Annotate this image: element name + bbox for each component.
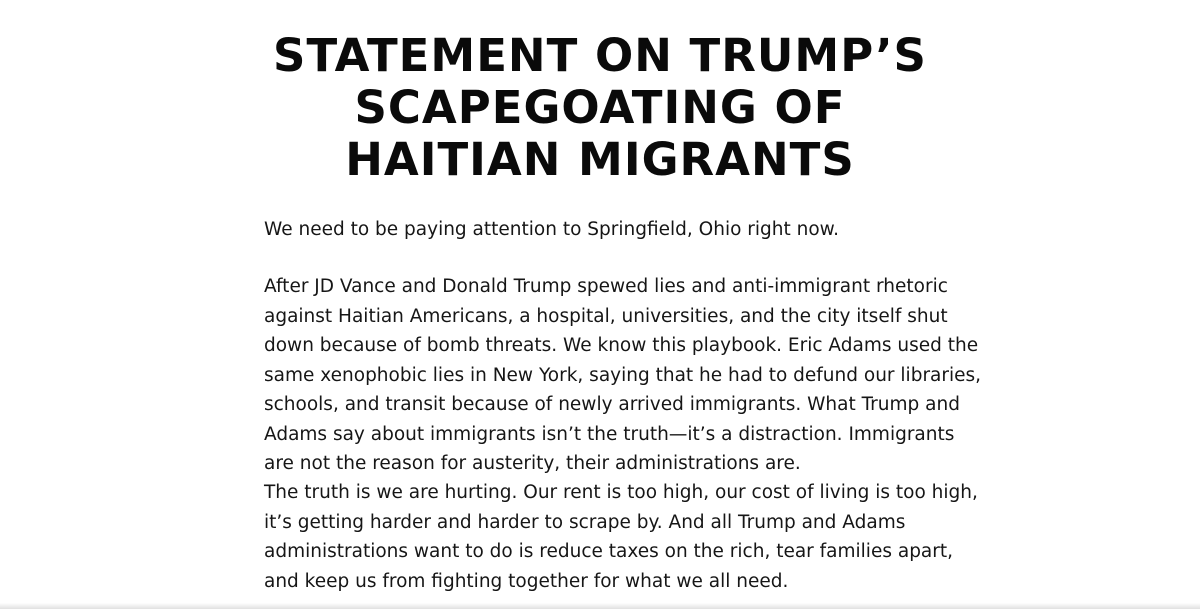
article-paragraph-3: The truth is we are hurting. Our rent is too high, our cost of living is too high, it’s getting harder and harder to scrape by. And all Trump and Adams administrations want to do is reduce taxes on the rich, tear families apart, and keep us from fighting together for what we all need. — [264, 482, 978, 592]
bottom-edge-shadow — [0, 603, 1200, 609]
article-paragraph-2: After JD Vance and Donald Trump spewed lies and anti-immigrant rhetoric against Haitian Americans, a hospital, universities, and the city itself shut down because of bomb threats. We know this playbook. Eric Adams used the same xenophobic lies in New York, saying that he had to defund our libraries, schools, and transit because of newly arrived immigrants. What Trump and Adams say about immigrants isn’t the truth—it’s a distraction. Immigrants are not the reason for austerity, their administrations are. — [264, 276, 982, 474]
article-headline: STATEMENT ON TRUMP’S SCAPEGOATING OF HAITIAN MIGRANTS — [273, 29, 927, 186]
article-paragraph-1: We need to be paying attention to Springfield, Ohio right now. — [264, 219, 839, 240]
